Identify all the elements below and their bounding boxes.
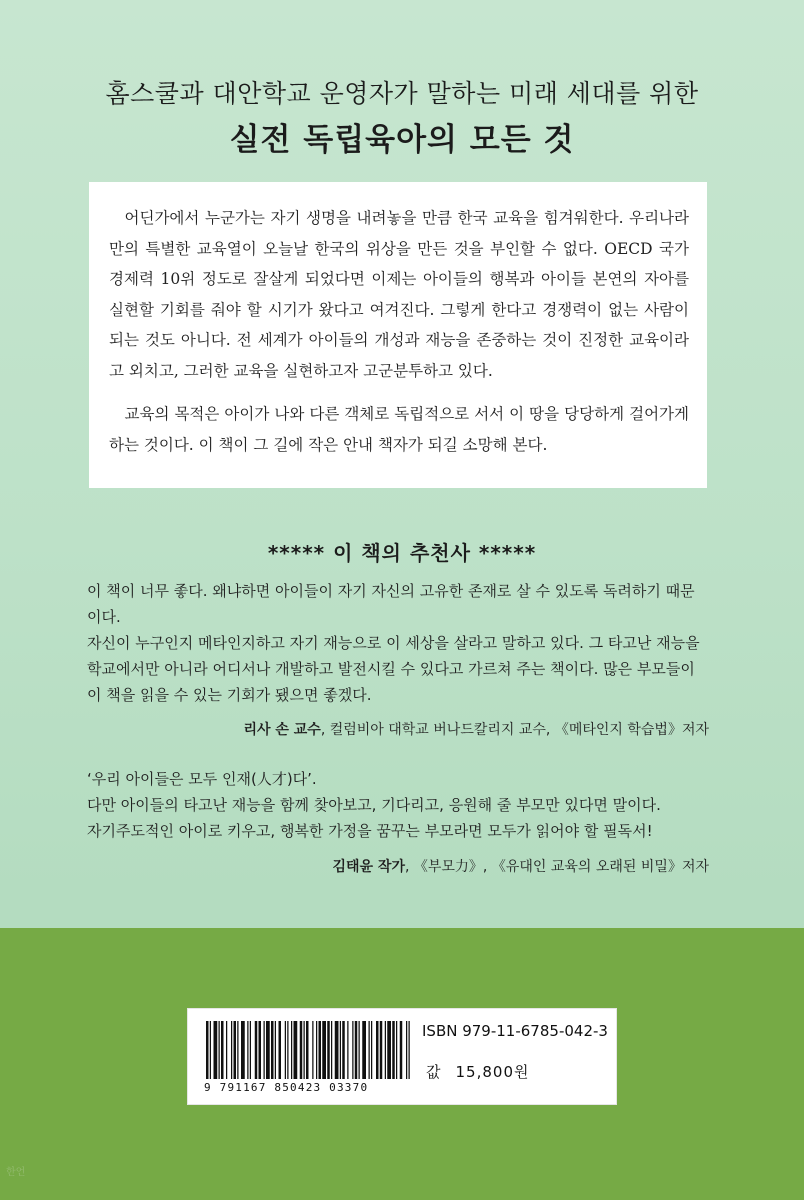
price-value: 15,800원 xyxy=(455,1063,530,1081)
barcode-icon xyxy=(204,1021,414,1079)
barcode-digits: 9 791167 850423 03370 xyxy=(204,1081,369,1094)
price xyxy=(426,1061,529,1082)
recommendation-1-line-2: 자신이 누구인지 메타인지하고 자기 재능으로 이 세상을 살라고 말하고 있다. 그 타고난 재능을 학교에서만 아니라 어디서나 개발하고 발전시킬 수 있다고 가르쳐 주는 책이다. 많은 부모들이 이 책을 읽을 수 있는 기회가 됐으면 좋겠다. xyxy=(87,634,700,704)
recommendations-heading: ***** 이 책의 추천사 ***** xyxy=(267,541,537,565)
recommendation-1-author-desc: , 컬럼비아 대학교 버나드칼리지 교수, 《메타인지 학습법》저자 xyxy=(320,722,709,738)
recommendation-2-author: 김태윤 작가 xyxy=(332,859,405,875)
headline-title: 실전 독립육아의 모든 것 xyxy=(229,122,575,158)
recommendation-2-line-3: 자기주도적인 아이로 키우고, 행복한 가정을 꿈꾸는 부모라면 모두가 읽어야 할 필독서! xyxy=(87,822,653,840)
headline-subtitle: 홈스쿨과 대안학교 운영자가 말하는 미래 세대를 위한 xyxy=(105,79,699,108)
recommendation-2-text xyxy=(87,766,709,844)
recommendation-2-attribution xyxy=(332,856,709,876)
barcode-panel xyxy=(187,1008,617,1105)
recommendation-1-text xyxy=(87,578,709,708)
recommendation-2-line-1: ‘우리 아이들은 모두 인재(人才)다’. xyxy=(87,770,317,788)
recommendation-1-attribution xyxy=(243,719,709,739)
recommendation-1-author: 리사 손 교수 xyxy=(243,722,321,738)
publisher-logo: 한언 xyxy=(6,1167,26,1178)
intro-paragraph-2: 교육의 목적은 아이가 나와 다른 객체로 독립적으로 서서 이 땅을 당당하게 걸어가게 하는 것이다. 이 책이 그 길에 작은 안내 책자가 되길 소망해 본다. xyxy=(109,405,689,454)
recommendation-2-line-2: 다만 아이들의 타고난 재능을 함께 찾아보고, 기다리고, 응원해 줄 부모만 있다면 말이다. xyxy=(87,796,661,814)
recommendation-1-line-1: 이 책이 너무 좋다. 왜냐하면 아이들이 자기 자신의 고유한 존재로 살 수 있도록 독려하기 때문이다. xyxy=(87,582,695,626)
recommendation-2-author-desc: , 《부모力》, 《유대인 교육의 오래된 비밀》저자 xyxy=(404,859,709,875)
price-label: 값 xyxy=(426,1063,442,1081)
intro-text-box xyxy=(89,182,707,488)
intro-paragraph-1: 어딘가에서 누군가는 자기 생명을 내려놓을 만큼 한국 교육을 힘겨워한다. 우리나라만의 특별한 교육열이 오늘날 한국의 위상을 만든 것을 부인할 수 없다. OECD 국가 경제력 10위 정도로 잘살게 되었다면 이제는 아이들의 행복과 아이들 본연의 자아를 실현할 기회를 줘야 할 시기가 왔다고 여겨진다. 그렇게 한다고 경쟁력이 없는 사람이 되는 것도 아니다. 전 세계가 아이들의 개성과 재능을 존중하는 것이 진정한 교육이라고 외치고, 그러한 교육을 실현하고자 고군분투하고 있다. xyxy=(109,209,689,380)
isbn-number: ISBN 979-11-6785-042-3 xyxy=(422,1022,608,1040)
